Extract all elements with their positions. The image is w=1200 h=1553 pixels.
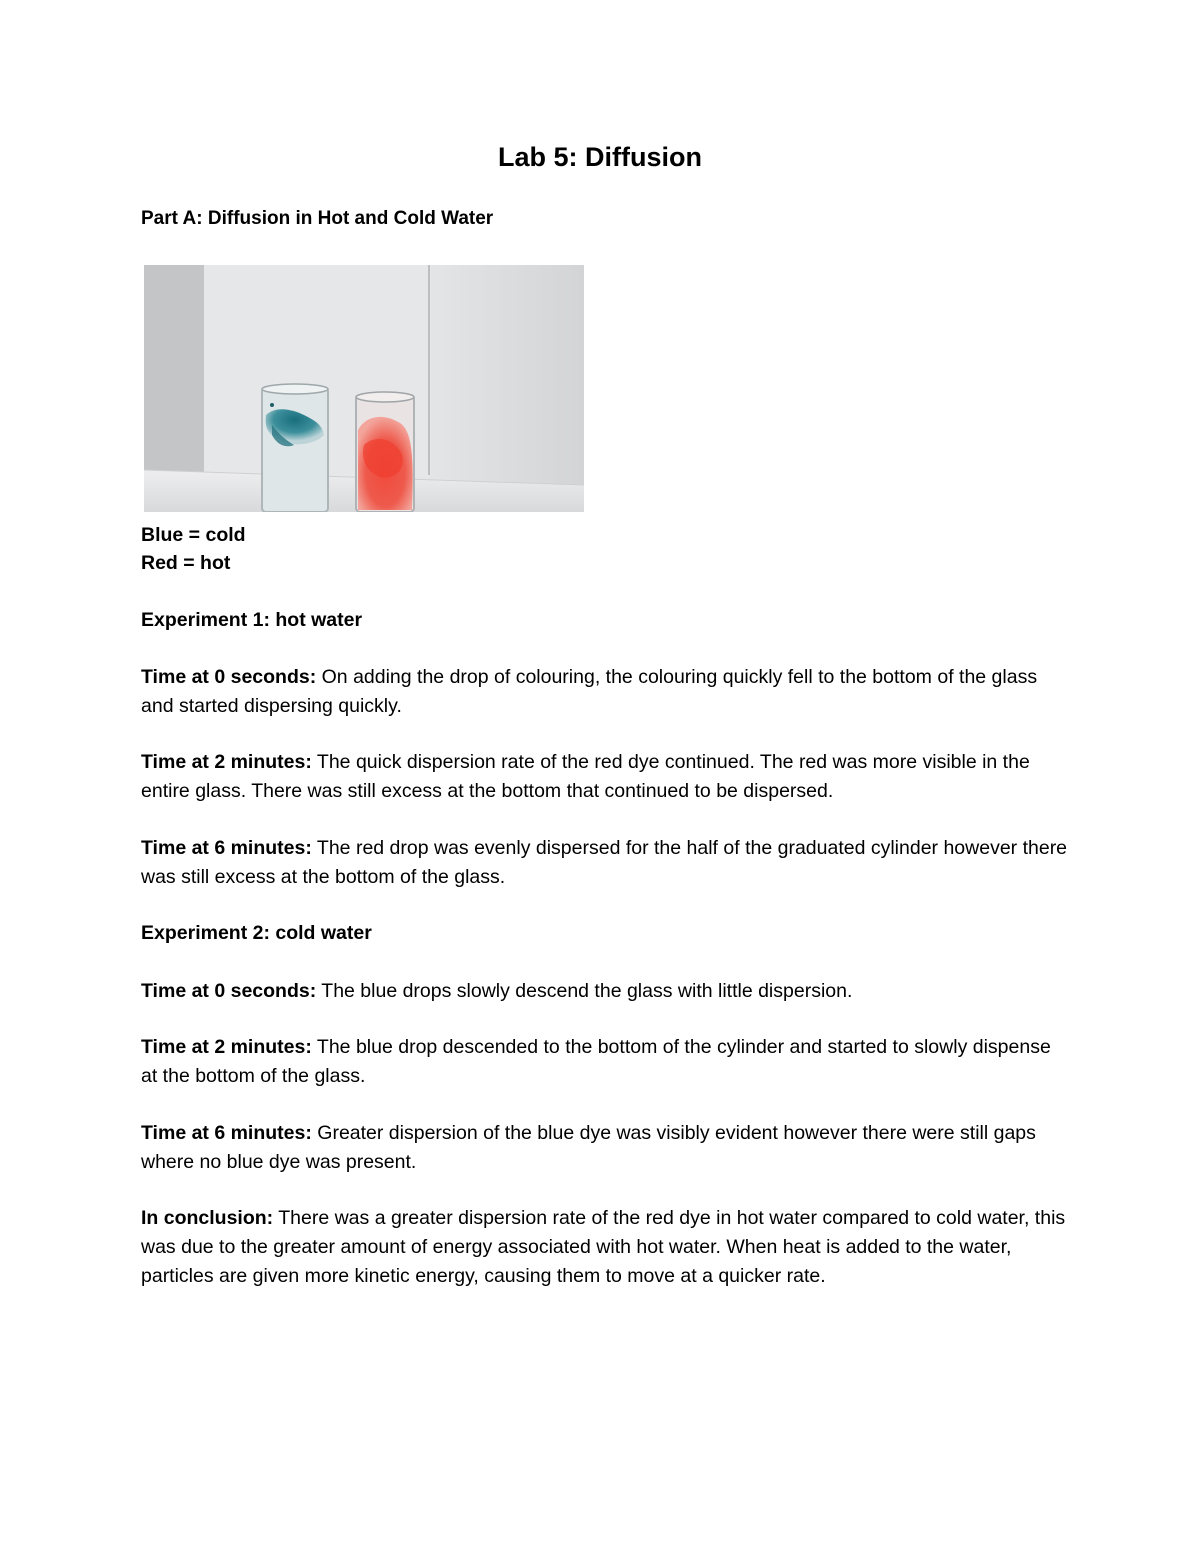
experiment2-entry-1 [141, 1033, 1071, 1091]
entry-text: The red drop was evenly dispersed for the half of the graduated cylinder however there was still excess at the bottom of the glass. [141, 837, 1068, 888]
conclusion-text: There was a greater dispersion rate of the red dye in hot water compared to cold water, this was due to the greater amount of energy associated with hot water. When heat is added to the water, particles are given more kinetic energy, causing them to move at a quicker rate. [141, 1207, 1066, 1287]
experiment2-entry-0 [141, 977, 1071, 1006]
entry-text: On adding the drop of colouring, the colouring quickly fell to the bottom of the glass and started dispersing quickly. [141, 666, 1038, 717]
page-title: Lab 5: Diffusion [498, 142, 702, 172]
experiment1-entry-2 [141, 834, 1071, 892]
entry-label: Time at 0 seconds: [141, 980, 317, 1002]
part-heading: Part A: Diffusion in Hot and Cold Water [141, 208, 494, 229]
experiment1-entry-1 [141, 748, 1071, 806]
experiment2-heading: Experiment 2: cold water [141, 922, 372, 944]
hot-glass [356, 392, 414, 512]
entry-label: Time at 0 seconds: [141, 666, 317, 688]
legend-blue: Blue = cold [141, 524, 246, 546]
legend-red: Red = hot [141, 552, 231, 574]
conclusion-label: In conclusion: [141, 1207, 274, 1229]
experiment1-entry-0 [141, 663, 1071, 721]
entry-text: Greater dispersion of the blue dye was visibly evident however there were still gaps where no blue dye was present. [141, 1122, 1036, 1173]
entry-text: The blue drops slowly descend the glass with little dispersion. [316, 980, 853, 1002]
entry-label: Time at 6 minutes: [141, 1122, 312, 1144]
entry-label: Time at 2 minutes: [141, 1036, 312, 1058]
conclusion [141, 1204, 1071, 1291]
cold-glass [262, 384, 328, 512]
entry-label: Time at 2 minutes: [141, 751, 312, 773]
entry-text: The quick dispersion rate of the red dye continued. The red was more visible in the entire glass. There was still excess at the bottom that continued to be dispersed. [141, 751, 1030, 802]
experiment1-heading: Experiment 1: hot water [141, 609, 363, 631]
experiment2-entry-2 [141, 1119, 1071, 1177]
entry-label: Time at 6 minutes: [141, 837, 312, 859]
entry-text: The blue drop descended to the bottom of the cylinder and started to slowly dispense at the bottom of the glass. [141, 1036, 1051, 1087]
experiment-photo [144, 265, 584, 512]
